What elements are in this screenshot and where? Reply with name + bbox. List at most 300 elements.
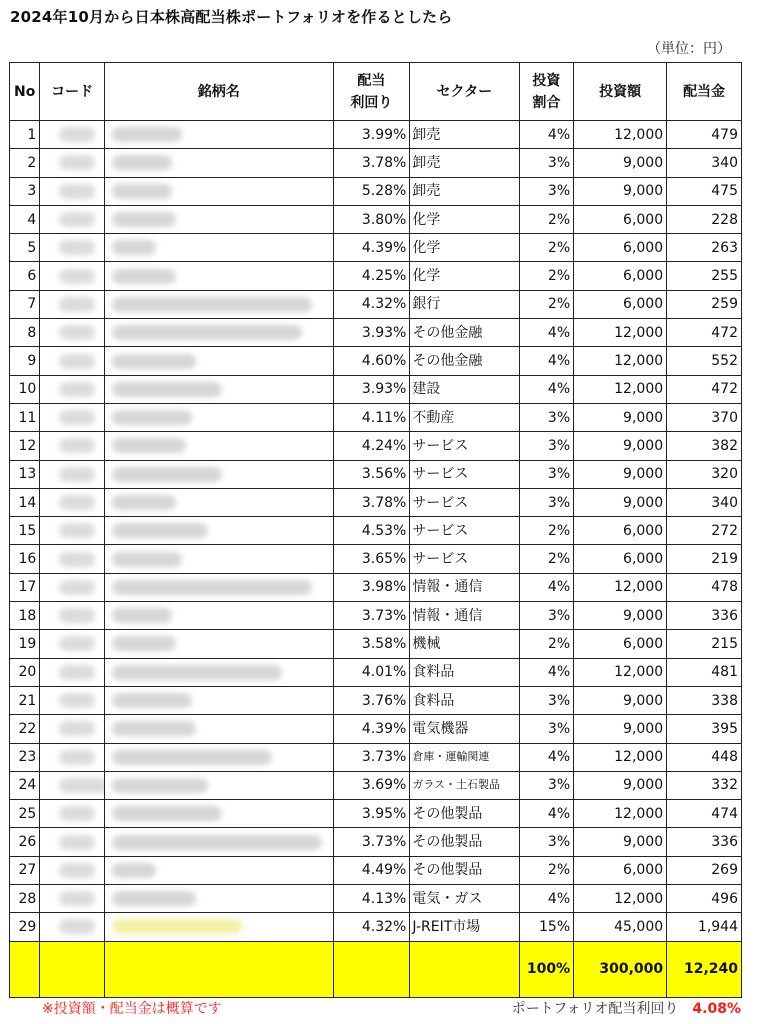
redacted-code [59, 382, 95, 397]
redacted-code [59, 919, 95, 934]
cell-name-redacted [105, 319, 333, 347]
cell-sector: 倉庫・運輸関連 [410, 743, 519, 771]
cell-dividend: 370 [667, 403, 742, 431]
cell-dividend: 496 [667, 885, 742, 913]
redacted-name [112, 580, 312, 595]
cell-sector: サービス [410, 517, 519, 545]
cell-no: 20 [10, 658, 40, 686]
cell-ratio: 2% [519, 262, 574, 290]
redacted-code [59, 184, 95, 199]
table-row [10, 262, 742, 290]
cell-yield: 4.25% [333, 262, 410, 290]
cell-amount: 6,000 [574, 856, 667, 884]
cell-sector: ガラス・土石製品 [410, 771, 519, 799]
cell-yield: 4.39% [333, 234, 410, 262]
cell-ratio: 2% [519, 517, 574, 545]
cell-code-redacted [40, 205, 105, 233]
cell-name-redacted [105, 347, 333, 375]
cell-amount: 12,000 [574, 743, 667, 771]
cell-no: 29 [10, 913, 40, 941]
cell-yield: 4.01% [333, 658, 410, 686]
cell-amount: 9,000 [574, 771, 667, 799]
cell-no: 23 [10, 743, 40, 771]
cell-no: 6 [10, 262, 40, 290]
cell-sector: サービス [410, 545, 519, 573]
table-row [10, 149, 742, 177]
header-amount: 投資額 [574, 63, 667, 121]
cell-ratio: 4% [519, 319, 574, 347]
header-no: No [10, 63, 40, 121]
cell-yield: 4.32% [333, 290, 410, 318]
header-dividend: 配当金 [667, 63, 742, 121]
cell-ratio: 3% [519, 602, 574, 630]
cell-dividend: 472 [667, 375, 742, 403]
cell-name-redacted [105, 856, 333, 884]
cell-no: 22 [10, 715, 40, 743]
cell-no: 11 [10, 403, 40, 431]
cell-code-redacted [40, 658, 105, 686]
cell-ratio: 4% [519, 347, 574, 375]
redacted-code [59, 269, 95, 284]
cell-sector: サービス [410, 460, 519, 488]
redacted-name [112, 693, 192, 708]
cell-sector: 電気機器 [410, 715, 519, 743]
table-row [10, 290, 742, 318]
cell-amount: 12,000 [574, 800, 667, 828]
table-row [10, 630, 742, 658]
cell-yield: 4.24% [333, 432, 410, 460]
cell-ratio: 2% [519, 234, 574, 262]
cell-name-redacted [105, 800, 333, 828]
redacted-code [59, 608, 95, 623]
cell-sector: サービス [410, 488, 519, 516]
cell-code-redacted [40, 771, 105, 799]
table-row [10, 658, 742, 686]
portfolio-yield [512, 998, 741, 1018]
cell-code-redacted [40, 715, 105, 743]
cell-ratio: 3% [519, 403, 574, 431]
cell-ratio: 3% [519, 432, 574, 460]
cell-dividend: 228 [667, 205, 742, 233]
cell-ratio: 2% [519, 630, 574, 658]
redacted-name [112, 835, 322, 850]
cell-code-redacted [40, 319, 105, 347]
cell-name-redacted [105, 234, 333, 262]
cell-code-redacted [40, 517, 105, 545]
cell-sector: 化学 [410, 234, 519, 262]
cell-code-redacted [40, 686, 105, 714]
cell-dividend: 219 [667, 545, 742, 573]
cell-name-redacted [105, 715, 333, 743]
cell-amount: 6,000 [574, 234, 667, 262]
cell-sector: その他製品 [410, 800, 519, 828]
cell-yield: 3.58% [333, 630, 410, 658]
cell-sector: 建設 [410, 375, 519, 403]
table-row [10, 234, 742, 262]
cell-amount: 9,000 [574, 149, 667, 177]
cell-name-redacted [105, 771, 333, 799]
cell-yield: 3.93% [333, 375, 410, 403]
cell-code-redacted [40, 432, 105, 460]
cell-amount: 12,000 [574, 573, 667, 601]
cell-dividend: 338 [667, 686, 742, 714]
redacted-name [112, 778, 208, 793]
cell-yield: 3.93% [333, 319, 410, 347]
cell-sector: 不動産 [410, 403, 519, 431]
redacted-code [59, 863, 95, 878]
cell-dividend: 336 [667, 602, 742, 630]
cell-amount: 6,000 [574, 290, 667, 318]
cell-sector: 食料品 [410, 686, 519, 714]
table-row [10, 913, 742, 941]
cell-yield: 3.80% [333, 205, 410, 233]
cell-amount: 12,000 [574, 347, 667, 375]
cell-code-redacted [40, 885, 105, 913]
redacted-code [59, 750, 95, 765]
header-code: コード [40, 63, 105, 121]
redacted-code [59, 127, 95, 142]
redacted-code [59, 467, 95, 482]
cell-name-redacted [105, 630, 333, 658]
cell-no: 4 [10, 205, 40, 233]
header-ratio-line2: 割合 [532, 94, 561, 111]
cell-name-redacted [105, 121, 333, 149]
cell-no: 27 [10, 856, 40, 884]
cell-name-redacted [105, 488, 333, 516]
cell-dividend: 448 [667, 743, 742, 771]
table-row [10, 545, 742, 573]
cell-name-redacted [105, 573, 333, 601]
cell-ratio: 2% [519, 545, 574, 573]
cell-ratio: 4% [519, 573, 574, 601]
cell-yield: 3.56% [333, 460, 410, 488]
cell-code-redacted [40, 573, 105, 601]
cell-sector: その他製品 [410, 828, 519, 856]
table-row [10, 347, 742, 375]
cell-dividend: 336 [667, 828, 742, 856]
cell-name-redacted [105, 290, 333, 318]
redacted-name [112, 750, 272, 765]
cell-dividend: 340 [667, 488, 742, 516]
cell-dividend: 255 [667, 262, 742, 290]
cell-yield: 3.95% [333, 800, 410, 828]
redacted-name [112, 410, 192, 425]
cell-dividend: 479 [667, 121, 742, 149]
cell-yield: 3.76% [333, 686, 410, 714]
cell-amount: 45,000 [574, 913, 667, 941]
cell-name-redacted [105, 517, 333, 545]
redacted-name [112, 891, 196, 906]
cell-yield: 5.28% [333, 177, 410, 205]
table-row [10, 403, 742, 431]
cell-dividend: 474 [667, 800, 742, 828]
cell-dividend: 272 [667, 517, 742, 545]
cell-amount: 9,000 [574, 686, 667, 714]
cell-no: 5 [10, 234, 40, 262]
cell-ratio: 2% [519, 290, 574, 318]
cell-no: 28 [10, 885, 40, 913]
cell-code-redacted [40, 828, 105, 856]
redacted-name [112, 523, 208, 538]
cell-yield: 3.73% [333, 743, 410, 771]
header-yield-line2: 利回り [350, 94, 393, 111]
cell-name-redacted [105, 913, 333, 941]
cell-name-redacted [105, 828, 333, 856]
cell-name-redacted [105, 149, 333, 177]
cell-dividend: 552 [667, 347, 742, 375]
cell-ratio: 4% [519, 800, 574, 828]
cell-amount: 6,000 [574, 262, 667, 290]
cell-sector: 銀行 [410, 290, 519, 318]
cell-amount: 6,000 [574, 630, 667, 658]
cell-sector: 化学 [410, 205, 519, 233]
cell-ratio: 3% [519, 488, 574, 516]
total-cell-yield [333, 941, 410, 997]
redacted-name [112, 919, 242, 934]
cell-ratio: 4% [519, 121, 574, 149]
cell-yield: 4.13% [333, 885, 410, 913]
cell-no: 7 [10, 290, 40, 318]
table-row [10, 375, 742, 403]
table-row [10, 856, 742, 884]
cell-amount: 12,000 [574, 658, 667, 686]
redacted-name [112, 608, 172, 623]
portfolio-table [9, 62, 742, 998]
cell-name-redacted [105, 885, 333, 913]
cell-dividend: 259 [667, 290, 742, 318]
cell-sector: J-REIT市場 [410, 913, 519, 941]
cell-ratio: 3% [519, 715, 574, 743]
redacted-code [59, 354, 95, 369]
cell-yield: 3.98% [333, 573, 410, 601]
cell-amount: 9,000 [574, 715, 667, 743]
cell-dividend: 340 [667, 149, 742, 177]
cell-ratio: 3% [519, 149, 574, 177]
table-row [10, 319, 742, 347]
cell-ratio: 3% [519, 828, 574, 856]
redacted-name [112, 269, 176, 284]
table-row [10, 432, 742, 460]
header-ratio-line1: 投資 [532, 72, 561, 89]
portfolio-yield-label: ポートフォリオ配当利回り [511, 1001, 679, 1017]
cell-no: 21 [10, 686, 40, 714]
cell-sector: 情報・通信 [410, 602, 519, 630]
cell-dividend: 332 [667, 771, 742, 799]
portfolio-yield-value: 4.08% [692, 1001, 741, 1017]
total-ratio: 100% [519, 941, 574, 997]
cell-ratio: 3% [519, 460, 574, 488]
redacted-name [112, 721, 196, 736]
cell-dividend: 478 [667, 573, 742, 601]
cell-code-redacted [40, 403, 105, 431]
redacted-name [112, 155, 172, 170]
redacted-name [112, 636, 176, 651]
total-amount: 300,000 [574, 941, 667, 997]
cell-ratio: 4% [519, 375, 574, 403]
cell-amount: 9,000 [574, 488, 667, 516]
redacted-code [59, 806, 95, 821]
cell-amount: 12,000 [574, 885, 667, 913]
table-row [10, 205, 742, 233]
total-cell-code [40, 941, 105, 997]
cell-ratio: 2% [519, 205, 574, 233]
footer-note: ※投資額・配当金は概算です [42, 1001, 222, 1017]
table-row [10, 177, 742, 205]
table-row [10, 488, 742, 516]
cell-amount: 9,000 [574, 432, 667, 460]
cell-code-redacted [40, 913, 105, 941]
cell-name-redacted [105, 658, 333, 686]
cell-sector: その他金融 [410, 347, 519, 375]
table-row [10, 573, 742, 601]
cell-ratio: 15% [519, 913, 574, 941]
redacted-name [112, 354, 196, 369]
table-body [10, 121, 742, 942]
cell-ratio: 3% [519, 686, 574, 714]
total-dividend: 12,240 [667, 941, 742, 997]
cell-code-redacted [40, 800, 105, 828]
cell-name-redacted [105, 403, 333, 431]
cell-sector: 卸売 [410, 121, 519, 149]
total-cell-name [105, 941, 333, 997]
redacted-code [59, 212, 95, 227]
cell-name-redacted [105, 460, 333, 488]
cell-ratio: 4% [519, 658, 574, 686]
cell-no: 15 [10, 517, 40, 545]
cell-no: 13 [10, 460, 40, 488]
cell-code-redacted [40, 262, 105, 290]
table-row [10, 460, 742, 488]
cell-code-redacted [40, 460, 105, 488]
redacted-name [112, 863, 156, 878]
cell-no: 18 [10, 602, 40, 630]
cell-ratio: 2% [519, 856, 574, 884]
cell-sector: サービス [410, 432, 519, 460]
cell-dividend: 1,944 [667, 913, 742, 941]
cell-amount: 9,000 [574, 177, 667, 205]
cell-code-redacted [40, 375, 105, 403]
cell-sector: その他製品 [410, 856, 519, 884]
total-cell-sector [410, 941, 519, 997]
cell-dividend: 382 [667, 432, 742, 460]
cell-dividend: 472 [667, 319, 742, 347]
cell-yield: 3.78% [333, 488, 410, 516]
cell-code-redacted [40, 290, 105, 318]
cell-sector: 卸売 [410, 149, 519, 177]
redacted-name [112, 806, 222, 821]
cell-yield: 4.32% [333, 913, 410, 941]
redacted-name [112, 467, 222, 482]
cell-code-redacted [40, 488, 105, 516]
cell-yield: 4.60% [333, 347, 410, 375]
cell-no: 2 [10, 149, 40, 177]
redacted-code [59, 495, 95, 510]
redacted-name [112, 382, 222, 397]
cell-amount: 6,000 [574, 517, 667, 545]
redacted-code [59, 636, 95, 651]
header-yield-line1: 配当 [357, 72, 386, 89]
redacted-code [59, 240, 95, 255]
cell-code-redacted [40, 177, 105, 205]
redacted-name [112, 495, 176, 510]
cell-no: 3 [10, 177, 40, 205]
table-row [10, 602, 742, 630]
cell-amount: 9,000 [574, 602, 667, 630]
redacted-code [59, 721, 95, 736]
header-row [10, 63, 742, 121]
cell-amount: 9,000 [574, 403, 667, 431]
cell-name-redacted [105, 177, 333, 205]
cell-sector: 卸売 [410, 177, 519, 205]
cell-code-redacted [40, 234, 105, 262]
cell-amount: 12,000 [574, 375, 667, 403]
table-row [10, 517, 742, 545]
redacted-name [112, 665, 282, 680]
table-row [10, 771, 742, 799]
table-row [10, 121, 742, 149]
cell-no: 9 [10, 347, 40, 375]
cell-yield: 3.78% [333, 149, 410, 177]
cell-no: 14 [10, 488, 40, 516]
cell-amount: 12,000 [574, 319, 667, 347]
cell-name-redacted [105, 602, 333, 630]
table-row [10, 885, 742, 913]
cell-amount: 6,000 [574, 545, 667, 573]
cell-yield: 4.49% [333, 856, 410, 884]
cell-name-redacted [105, 743, 333, 771]
cell-yield: 3.99% [333, 121, 410, 149]
redacted-code [59, 693, 95, 708]
cell-name-redacted [105, 205, 333, 233]
redacted-code [59, 778, 104, 793]
cell-name-redacted [105, 545, 333, 573]
redacted-code [59, 325, 95, 340]
header-name: 銘柄名 [105, 63, 333, 121]
cell-sector: その他金融 [410, 319, 519, 347]
cell-yield: 4.39% [333, 715, 410, 743]
cell-name-redacted [105, 686, 333, 714]
redacted-code [59, 523, 95, 538]
cell-ratio: 4% [519, 885, 574, 913]
table-row [10, 686, 742, 714]
cell-amount: 6,000 [574, 205, 667, 233]
cell-sector: 食料品 [410, 658, 519, 686]
cell-dividend: 475 [667, 177, 742, 205]
cell-code-redacted [40, 743, 105, 771]
cell-code-redacted [40, 347, 105, 375]
cell-amount: 12,000 [574, 121, 667, 149]
cell-dividend: 215 [667, 630, 742, 658]
cell-dividend: 395 [667, 715, 742, 743]
cell-dividend: 481 [667, 658, 742, 686]
redacted-name [112, 240, 156, 255]
cell-no: 8 [10, 319, 40, 347]
cell-ratio: 3% [519, 771, 574, 799]
cell-sector: 機械 [410, 630, 519, 658]
table-row [10, 715, 742, 743]
cell-yield: 3.73% [333, 828, 410, 856]
cell-amount: 9,000 [574, 460, 667, 488]
cell-no: 1 [10, 121, 40, 149]
cell-no: 17 [10, 573, 40, 601]
redacted-code [59, 438, 95, 453]
cell-dividend: 269 [667, 856, 742, 884]
cell-no: 16 [10, 545, 40, 573]
header-ratio [519, 63, 574, 121]
redacted-code [59, 835, 95, 850]
cell-code-redacted [40, 121, 105, 149]
redacted-code [59, 891, 95, 906]
